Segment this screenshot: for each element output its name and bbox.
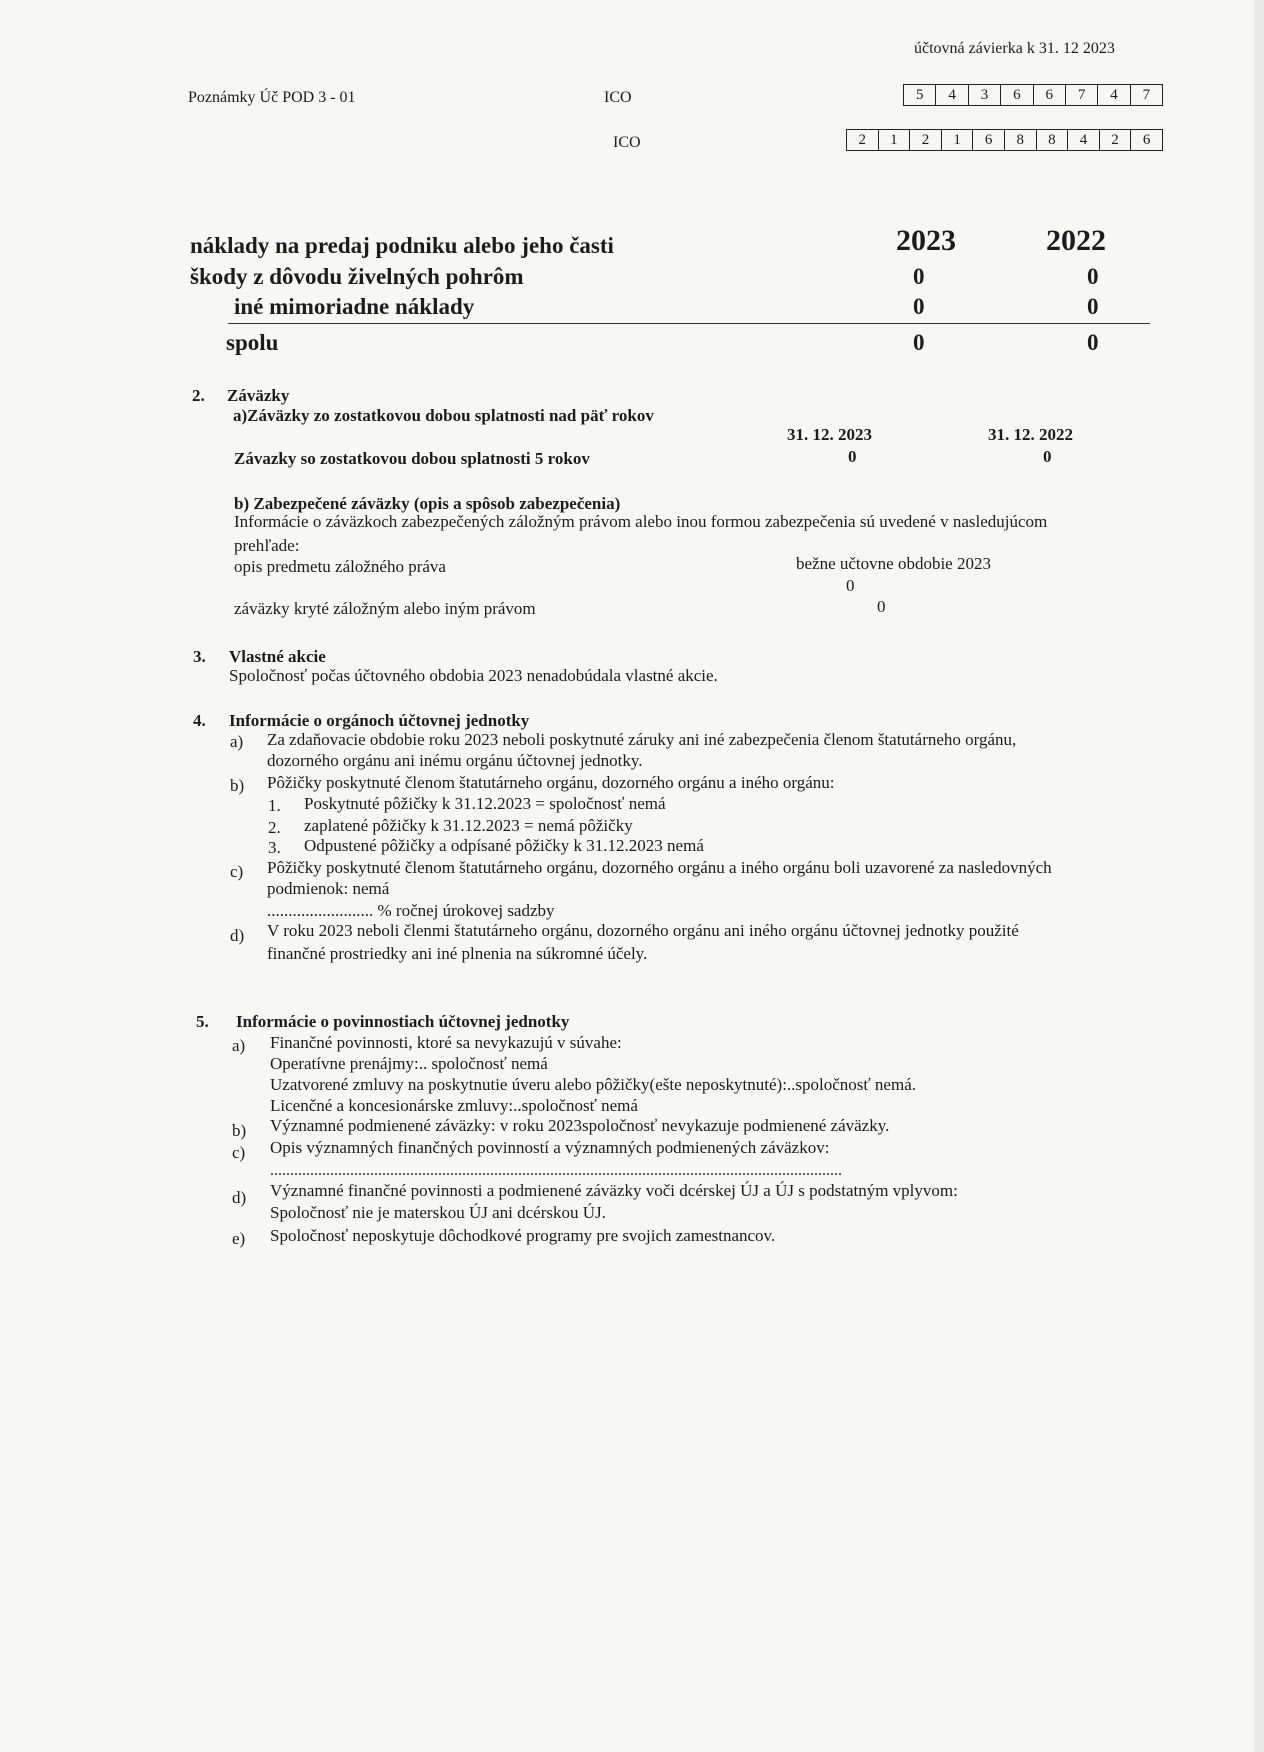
section-4-title: Informácie o orgánoch účtovnej jednotky (229, 711, 530, 730)
section-4c-line-3: ......................... % ročnej úrokovej sadzby (267, 901, 555, 920)
section-4b-letter: b) (230, 776, 245, 795)
section-4c-letter: c) (230, 862, 244, 881)
section-3-text: Spoločnosť počas účtovného obdobia 2023 nenadobúdala vlastné akcie. (229, 666, 718, 685)
row-label-other: iné mimoriadne náklady (234, 294, 475, 319)
year-previous: 2022 (1046, 224, 1106, 257)
section-2a-value-2022: 0 (1043, 447, 1052, 466)
section-4d-letter: d) (230, 926, 245, 945)
section-5b-letter: b) (232, 1121, 247, 1140)
ico-2-digit: 2 (910, 130, 942, 150)
section-5a-line-1: Finančné povinnosti, ktoré sa nevykazujú v súvahe: (270, 1033, 622, 1052)
section-4a-line-2: dozorného orgánu ani inému orgánu účtovnej jednotky. (267, 751, 643, 770)
ico-2-digit: 1 (942, 130, 974, 150)
section-2b-title: b) Zabezpečené záväzky (opis a spôsob zabezpečenia) (234, 494, 621, 513)
section-2-number: 2. (192, 386, 205, 405)
ico-digits-2 (846, 129, 1163, 151)
ico-2-digit: 6 (973, 130, 1005, 150)
section-5b-line: Významné podmienené záväzky: v roku 2023spoločnosť nevykazuje podmienené záväzky. (270, 1116, 890, 1135)
ico-1-digit: 7 (1066, 85, 1098, 105)
total-divider (228, 323, 1150, 324)
section-4b-item-2-number: 2. (268, 818, 281, 837)
total-value-2023: 0 (913, 330, 925, 355)
ico-2-digit: 4 (1068, 130, 1100, 150)
section-2a-value-2023: 0 (848, 447, 857, 466)
section-3-title: Vlastné akcie (229, 647, 326, 666)
section-2b-text-2: prehľade: (234, 536, 300, 555)
section-4a-letter: a) (230, 732, 244, 751)
section-2-title: Záväzky (227, 386, 290, 405)
form-label: Poznámky Úč POD 3 - 01 (188, 89, 356, 106)
section-5c-letter: c) (232, 1143, 246, 1162)
ico-label-1: ICO (604, 89, 632, 106)
closing-date: účtovná závierka k 31. 12 2023 (914, 40, 1115, 57)
section-5c-line: Opis významných finančných povinností a významných podmienených záväzkov: (270, 1138, 830, 1157)
section-5e-line: Spoločnosť neposkytuje dôchodkové programy pre svojich zamestnancov. (270, 1226, 776, 1245)
ico-1-digit: 6 (1034, 85, 1066, 105)
year-current: 2023 (896, 224, 956, 257)
section-4d-line-1: V roku 2023 neboli členmi štatutárneho orgánu, dozorného orgánu ani iného orgánu účtovnej jednotky použité (267, 921, 1019, 940)
section-2a-title: a)Záväzky zo zostatkovou dobou splatnosti nad päť rokov (233, 406, 654, 425)
row-value-other-2023: 0 (913, 294, 925, 319)
section-4a-line-1: Za zdaňovacie obdobie roku 2023 neboli poskytnuté záruky ani iné zabezpečenia členom štatutárneho orgánu, (267, 730, 1017, 749)
section-5a-line-3: Uzatvorené zmluvy na poskytnutie úveru alebo pôžičky(ešte neposkytnuté):..spoločnosť nemá. (270, 1075, 916, 1094)
ico-2-digit: 8 (1005, 130, 1037, 150)
ico-1-digit: 7 (1142, 87, 1151, 103)
section-5a-line-4: Licenčné a koncesionárske zmluvy:..spoločnosť nemá (270, 1096, 638, 1115)
ico-2-digit: 6 (1142, 132, 1151, 148)
date-current: 31. 12. 2023 (787, 425, 872, 444)
ico-label-2: ICO (613, 134, 641, 151)
section-2b-text-1: Informácie o záväzkoch zabezpečených záložným právom alebo inou formou zabezpečenia sú uvedené v nasledujúcom (234, 512, 1048, 531)
section-2b-row1-value: 0 (846, 576, 855, 595)
section-4b-line: Pôžičky poskytnuté členom štatutárneho orgánu, dozorného orgánu a iného orgánu: (267, 773, 835, 792)
ico-2-digit: 2 (1100, 130, 1132, 150)
section-4b-item-3-number: 3. (268, 838, 281, 857)
section-5a-letter: a) (232, 1036, 246, 1055)
section-2b-row2-value: 0 (877, 597, 886, 616)
section-4c-line-1: Pôžičky poskytnuté členom štatutárneho orgánu, dozorného orgánu a iného orgánu boli uzavorené za nasledovných (267, 858, 1052, 877)
section-4c-line-2: podmienok: nemá (267, 879, 390, 898)
ico-digits-1 (903, 84, 1163, 106)
section-4b-item-2-text: zaplatené pôžičky k 31.12.2023 = nemá pôžičky (304, 816, 633, 835)
section-5-number: 5. (196, 1012, 209, 1031)
ico-1-digit: 4 (1098, 85, 1130, 105)
section-2b-row1-label: opis predmetu záložného práva (234, 557, 446, 576)
ico-1-digit: 4 (936, 85, 968, 105)
section-4-number: 4. (193, 711, 206, 730)
ico-1-digit: 6 (1001, 85, 1033, 105)
section-5d-line-1: Významné finančné povinnosti a podmienené záväzky voči dcérskej ÚJ a ÚJ s podstatným vplyvom: (270, 1181, 958, 1200)
ico-2-digit: 1 (879, 130, 911, 150)
ico-2-digit: 8 (1037, 130, 1069, 150)
section-4b-item-3-text: Odpustené pôžičky a odpísané pôžičky k 31.12.2023 nemá (304, 836, 704, 855)
section-5e-letter: e) (232, 1229, 246, 1248)
section-5-title: Informácie o povinnostiach účtovnej jednotky (236, 1012, 570, 1031)
section-5d-line-2: Spoločnosť nie je materskou ÚJ ani dcérskou ÚJ. (270, 1203, 606, 1222)
ico-2-digit: 2 (847, 130, 879, 150)
section-2a-row-label: Závazky so zostatkovou dobou splatnosti 5 rokov (234, 449, 590, 468)
row-value-damage-2023: 0 (913, 264, 925, 289)
section-5c-dots: ............................................................................................................................................... (270, 1162, 842, 1179)
row-value-other-2022: 0 (1087, 294, 1099, 319)
ico-1-digit: 5 (904, 85, 936, 105)
section-3-number: 3. (193, 647, 206, 666)
section-2b-period: bežne učtovne obdobie 2023 (796, 554, 991, 573)
total-value-2022: 0 (1087, 330, 1099, 355)
date-previous: 31. 12. 2022 (988, 425, 1073, 444)
section-2b-row2-label: záväzky kryté záložným alebo iným právom (234, 599, 536, 618)
section-4d-line-2: finančné prostriedky ani iné plnenia na súkromné účely. (267, 944, 648, 963)
total-label: spolu (226, 330, 279, 355)
row-value-damage-2022: 0 (1087, 264, 1099, 289)
page-edge-shadow (1254, 0, 1264, 1752)
row-label-damage: škody z dôvodu živelných pohrôm (190, 264, 524, 289)
ico-1-digit: 3 (969, 85, 1001, 105)
section-4b-item-1-number: 1. (268, 796, 281, 815)
row-label-sale: náklady na predaj podniku alebo jeho časti (190, 233, 614, 258)
section-5d-letter: d) (232, 1188, 247, 1207)
section-5a-line-2: Operatívne prenájmy:.. spoločnosť nemá (270, 1054, 548, 1073)
section-4b-item-1-text: Poskytnuté pôžičky k 31.12.2023 = spoločnosť nemá (304, 794, 666, 813)
